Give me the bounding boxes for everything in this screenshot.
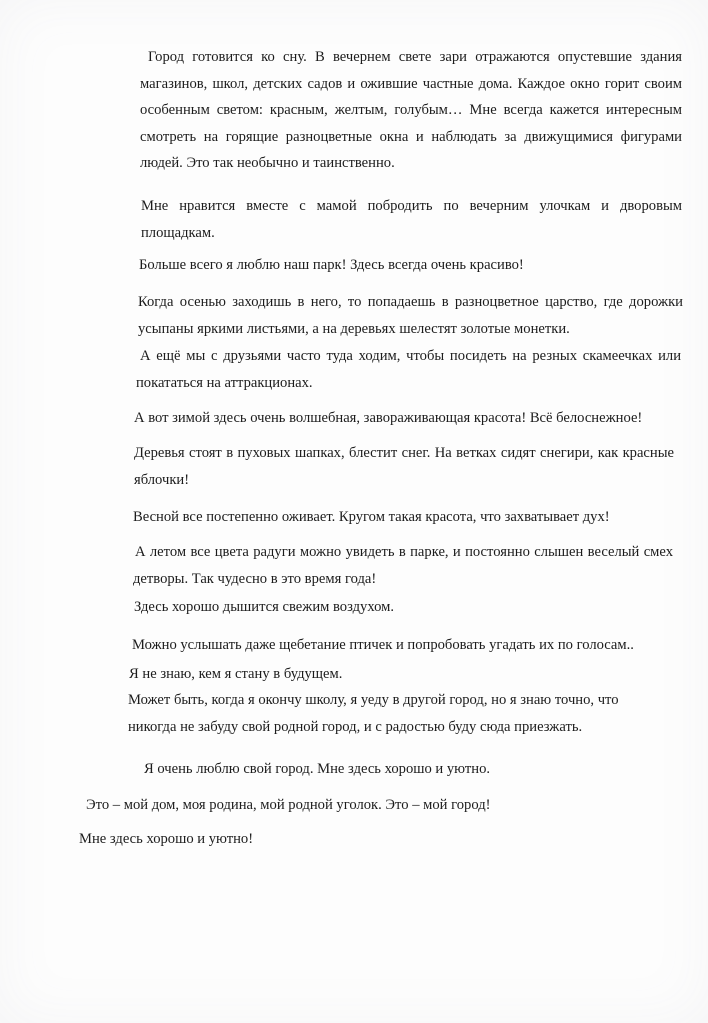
paragraph-fresh-air: Здесь хорошо дышится свежим воздухом. [134,599,394,615]
paragraph-trees-snow: Деревья стоят в пуховых шапках, блестит снег. На ветках сидят снегири, как красные яблочки! [134,445,674,488]
paragraph-autumn: Когда осенью заходишь в него, то попадаешь в разноцветное царство, где дорожки усыпаны яркими листьями, а на деревьях шелестят золотые монетки. [138,294,683,337]
paragraph-another-city: Может быть, когда я окончу школу, я уеду в другой город, но я знаю точно, что никогда не забуду свой родной город, и с радостью буду сюда приезжать. [128,692,619,735]
paragraph-city-evening: Город готовится ко сну. В вечернем свете зари отражаются опустевшие здания магазинов, школ, детских садов и ожившие частные дома. Каждое окно горит своим особенным светом: красным, желтым, голубым… Мне всегда кажется интересным смотреть на горящие разноцветные окна и наблюдать за движущимися фигурами людей. Это так необычно и таинственно. [140,49,682,171]
paragraph-love-park: Больше всего я люблю наш парк! Здесь всегда очень красиво! [139,257,524,273]
paragraph-winter: А вот зимой здесь очень волшебная, завораживающая красота! Всё белоснежное! [134,410,643,426]
paragraph-birds: Можно услышать даже щебетание птичек и попробовать угадать их по голосам.. [132,637,634,653]
paragraph-love-city: Я очень люблю свой город. Мне здесь хорошо и уютно. [144,761,491,777]
paragraph-friends: А ещё мы с друзьями часто туда ходим, чтобы посидеть на резных скамеечках или покататься на аттракционах. [136,348,681,391]
paragraph-closing: Мне здесь хорошо и уютно! [79,831,254,847]
paragraph-summer: А летом все цвета радуги можно увидеть в парке, и постоянно слышен веселый смех детворы. Так чудесно в это время года! [133,544,673,587]
paragraph-my-home: Это – мой дом, моя родина, мой родной уголок. Это – мой город! [86,797,491,813]
paragraph-walks-with-mom: Мне нравится вместе с мамой побродить по вечерним улочкам и дворовым площадкам. [141,198,682,241]
paragraph-future: Я не знаю, кем я стану в будущем. [129,666,343,682]
paragraph-spring: Весной все постепенно оживает. Кругом такая красота, что захватывает дух! [133,509,610,525]
